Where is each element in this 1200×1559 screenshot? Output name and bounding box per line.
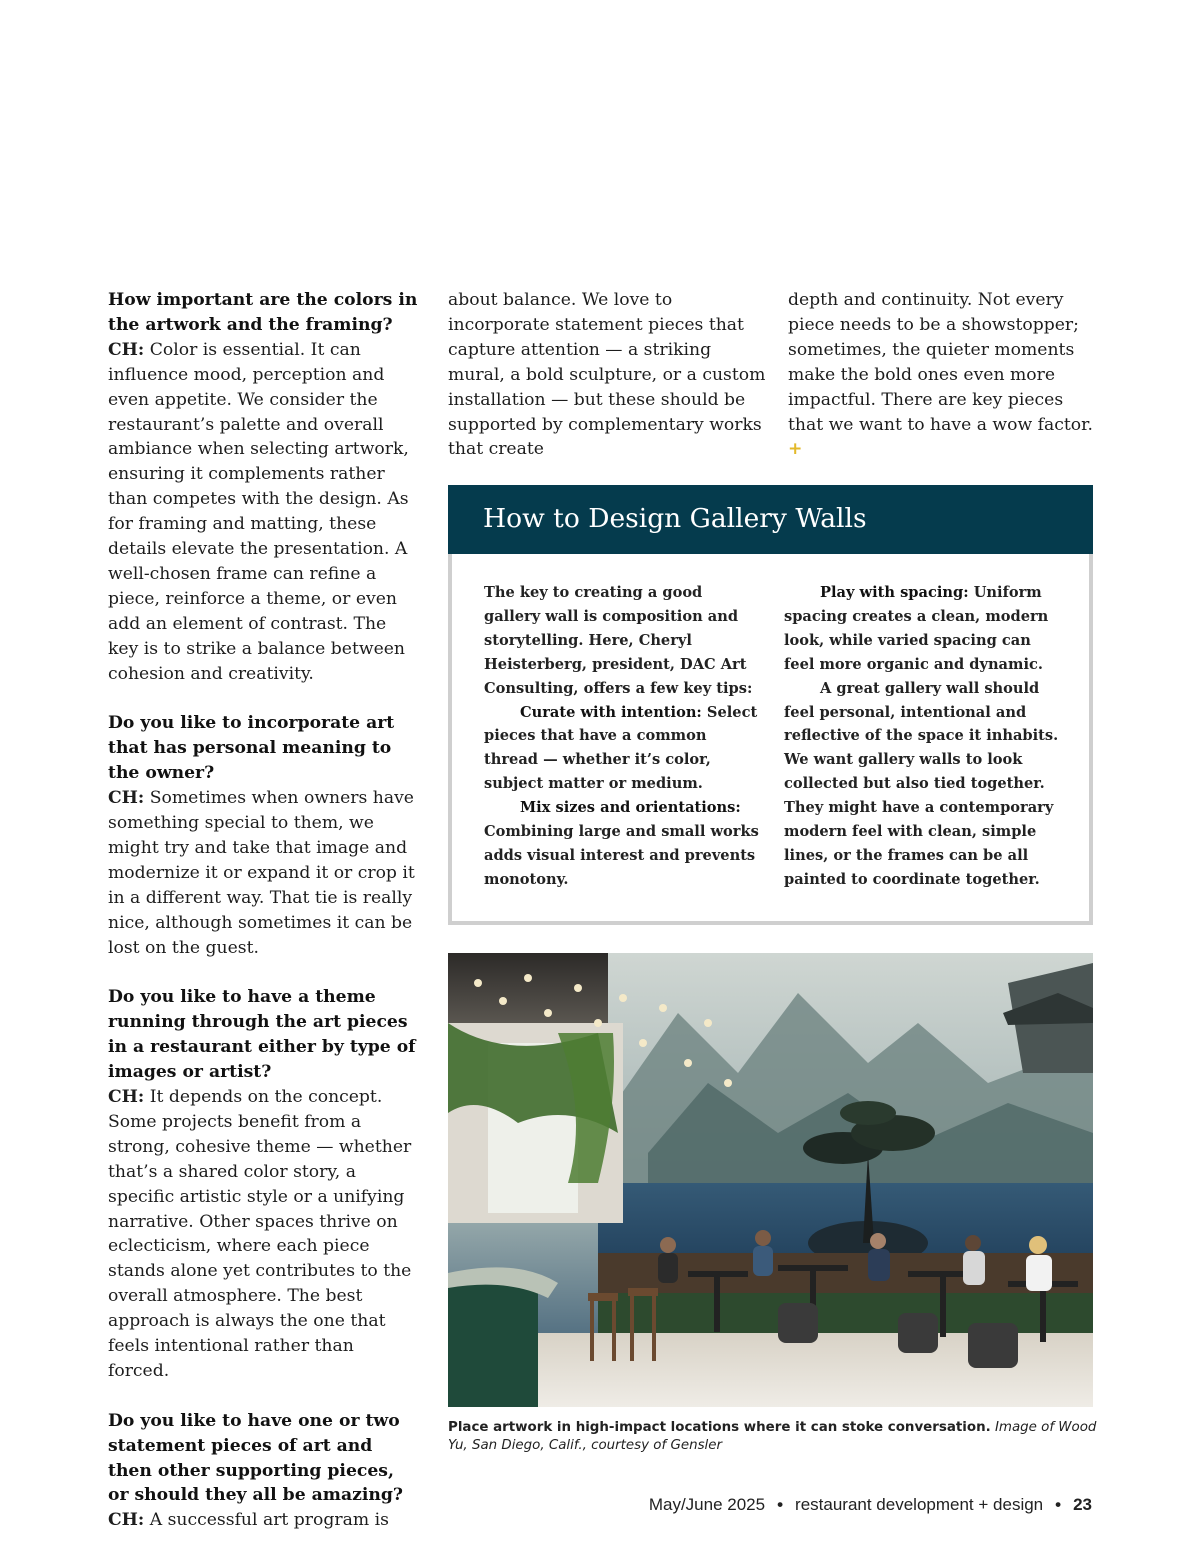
page-footer: [649, 1493, 1092, 1517]
speaker-label: CH:: [108, 339, 145, 360]
tip-curate: [484, 701, 762, 797]
page-number: 23: [1073, 1495, 1092, 1514]
tip-title: Mix sizes and orientations:: [520, 799, 741, 817]
footer-separator: •: [777, 1495, 784, 1514]
answer-4-conclusion: [788, 288, 1100, 462]
caption-credit: Image of Wood Yu, San Diego, Calif., courtesy of Gensler: [448, 1420, 1097, 1453]
sidebar-column-left: [484, 581, 762, 892]
caption-lead: Place artwork in high-impact locations where it can stoke conversation.: [448, 1420, 991, 1435]
sidebar-title: How to Design Gallery Walls: [448, 485, 1093, 554]
answer-2: [108, 786, 420, 960]
sidebar-column-right: [784, 581, 1066, 892]
article-column-1: [108, 288, 420, 1533]
answer-4-continued: about balance. We love to incorporate statement pieces that capture attention — a striking mural, a bold sculpture, or a custom installation — but these should be supported by complementary works that create: [448, 290, 766, 460]
tip-title: Play with spacing:: [820, 584, 969, 601]
answer-4-conclusion-text: depth and continuity. Not every piece needs to be a showstopper; sometimes, the quieter moments make the bold ones even more impactful. There are key pieces that we want to have a wow factor.: [788, 290, 1093, 435]
speaker-label: CH:: [108, 1086, 145, 1107]
answer-1-text: Color is essential. It can influence mood, perception and even appetite. We consider the restaurant’s palette and overall ambiance when selecting artwork, ensuring it complements rather than competes with the design. As for framing and matting, these details elevate the presentation. A well-chosen frame can refine a piece, reinforce a theme, or even add an element of contrast. The key is to strike a balance between cohesion and creativity.: [108, 339, 409, 684]
tip-spacing: [784, 581, 1066, 677]
tip-mix-sizes: [484, 796, 762, 892]
tip-text: Select pieces that have a common thread — whether it’s color, subject matter or medium.: [484, 703, 758, 793]
speaker-label: CH:: [108, 788, 145, 809]
speaker-label: CH:: [108, 1510, 145, 1531]
answer-1: [108, 338, 420, 687]
tip-text: Combining large and small works adds visual interest and prevents monotony.: [484, 823, 759, 888]
article-column-2: [448, 288, 766, 462]
footer-separator: •: [1055, 1495, 1062, 1514]
tip-title: Curate with intention:: [520, 703, 702, 721]
question-3: Do you like to have a theme running through the art pieces in a restaurant either by type of images or artist?: [108, 987, 416, 1083]
question-1: How important are the colors in the artwork and the framing?: [108, 290, 418, 335]
question-4: Do you like to have one or two statement pieces of art and then other supporting pieces, or should they all be amazing?: [108, 1410, 403, 1506]
footer-issue: May/June 2025: [648, 1495, 766, 1514]
question-2: Do you like to incorporate art that has personal meaning to the owner?: [108, 713, 395, 784]
answer-4-text: A successful art program is: [149, 1510, 389, 1531]
answer-4: [108, 1508, 420, 1533]
answer-2-text: Sometimes when owners have something special to them, we might try and take that image and modernize it or expand it or crop it in a different way. That tie is really nice, although sometimes it can be lost on the guest.: [108, 788, 415, 958]
article-column-3: [788, 288, 1100, 462]
sidebar-closing: A great gallery wall should feel personal, intentional and reflective of the space it inhabits. We want gallery walls to look collected but also tied together. They might have a contemporary modern feel with clean, simple lines, or the frames can be all painted to coordinate together.: [784, 679, 1059, 888]
gallery-walls-sidebar: [448, 485, 1093, 925]
photo-caption: [448, 1419, 1098, 1455]
footer-publication: restaurant development + design: [795, 1495, 1044, 1514]
answer-3: [108, 1085, 420, 1384]
tip-text: Uniform spacing creates a clean, modern look, while varied spacing can feel more organic and dynamic.: [784, 584, 1049, 673]
restaurant-mural-photo: [448, 953, 1093, 1407]
answer-3-text: It depends on the concept. Some projects benefit from a strong, cohesive theme — whether that’s a shared color story, a specific artistic style or a unifying narrative. Other spaces thrive on eclecticism, where each piece stands alone yet contributes to the overall atmosphere. The best approach is always the one that feels intentional rather than forced.: [108, 1086, 412, 1381]
sidebar-intro: The key to creating a good gallery wall is composition and storytelling. Here, Cheryl Heisterberg, president, DAC Art Consulting, offers a few key tips:: [484, 584, 753, 697]
end-mark-icon: +: [788, 439, 803, 460]
